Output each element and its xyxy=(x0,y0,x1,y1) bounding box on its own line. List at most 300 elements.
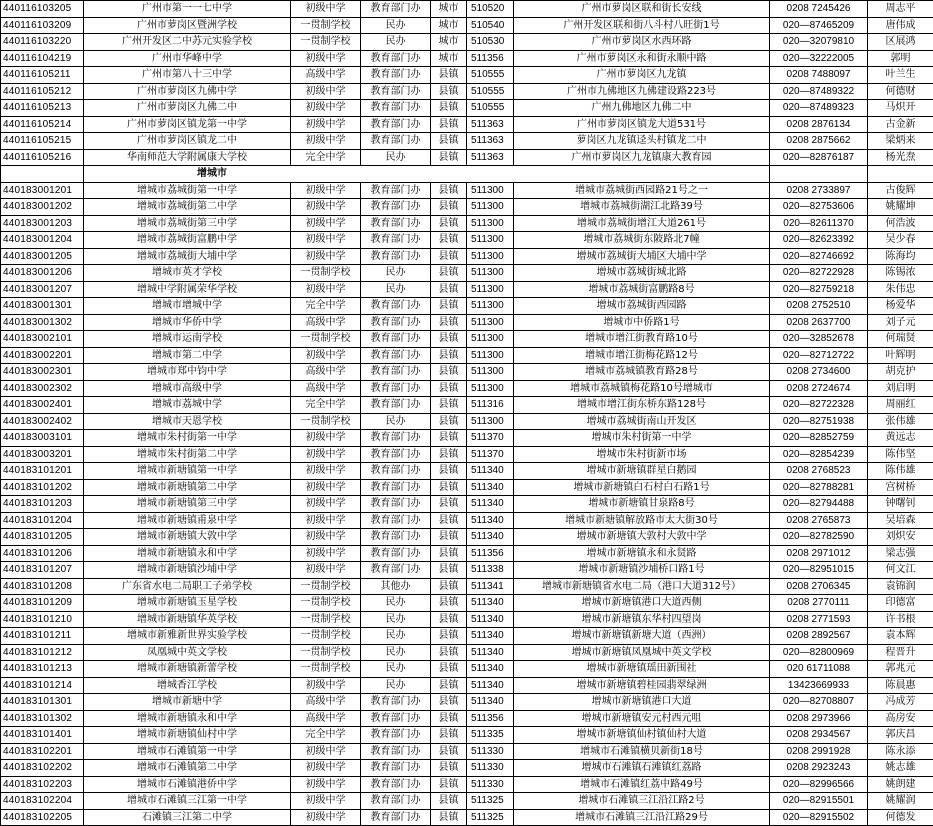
sponsor-cell: 教育部门办 xyxy=(361,100,431,117)
sponsor-cell: 民办 xyxy=(361,595,431,612)
school-code-cell: 440116105213 xyxy=(1,100,84,117)
address-cell: 增城市荔城街湖江北路39号 xyxy=(514,199,770,216)
school-name-cell: 增城市石滩镇第二中学 xyxy=(84,760,291,777)
area-cell: 县镇 xyxy=(431,743,467,760)
school-name-cell: 广州市萝岗区九佛二中 xyxy=(84,100,291,117)
phone-cell: 0208 2971012 xyxy=(770,545,868,562)
address-cell: 增城市新塘镇群星白鹅园 xyxy=(514,463,770,480)
phone-cell: 020—82800969 xyxy=(770,644,868,661)
sponsor-cell: 教育部门办 xyxy=(361,397,431,414)
table-row xyxy=(1,661,933,678)
postal-code-cell: 511300 xyxy=(467,281,514,298)
phone-cell: 0208 2765873 xyxy=(770,512,868,529)
table-row xyxy=(1,743,933,760)
phone-cell: 020—82794488 xyxy=(770,496,868,513)
contact-cell: 何德财 xyxy=(868,83,933,100)
school-name-cell: 广州市第八十三中学 xyxy=(84,67,291,84)
address-cell: 增城市荔城街富鹏路8号 xyxy=(514,281,770,298)
postal-code-cell: 511330 xyxy=(467,743,514,760)
address-cell: 增城市新塘镇安元村西元咀 xyxy=(514,710,770,727)
table-row xyxy=(1,793,933,810)
school-name-cell: 增城市新塘镇仙村中学 xyxy=(84,727,291,744)
postal-code-cell: 511330 xyxy=(467,760,514,777)
postal-code-cell: 511300 xyxy=(467,331,514,348)
school-type-cell: 一贯制学校 xyxy=(291,34,361,51)
area-cell: 县镇 xyxy=(431,793,467,810)
address-cell: 增城市石滩镇红荔中路49号 xyxy=(514,776,770,793)
school-type-cell: 初级中学 xyxy=(291,479,361,496)
address-cell: 增城市新塘镇港口大道 xyxy=(514,694,770,711)
postal-code-cell: 511300 xyxy=(467,182,514,199)
address-cell: 增城市新塘镇东华村四望岗 xyxy=(514,611,770,628)
table-row xyxy=(1,215,933,232)
postal-code-cell: 511363 xyxy=(467,133,514,150)
address-cell: 增城市新塘镇大敦村大敦中学 xyxy=(514,529,770,546)
school-name-cell: 增城香江学校 xyxy=(84,677,291,694)
area-cell: 县镇 xyxy=(431,545,467,562)
school-type-cell: 一贯制学校 xyxy=(291,661,361,678)
contact-cell: 钟曙钊 xyxy=(868,496,933,513)
school-code-cell: 440116103209 xyxy=(1,17,84,34)
address-cell: 增城市增江街梅花路12号 xyxy=(514,347,770,364)
sponsor-cell: 民办 xyxy=(361,34,431,51)
address-cell: 增城市荔城镇梅花路10号增城市 xyxy=(514,380,770,397)
postal-code-cell: 511335 xyxy=(467,727,514,744)
area-cell: 县镇 xyxy=(431,677,467,694)
postal-code-cell: 511300 xyxy=(467,215,514,232)
school-code-cell: 440183002201 xyxy=(1,347,84,364)
school-name-cell: 增城市第二中学 xyxy=(84,347,291,364)
address-cell: 增城市新塘镇永和永贤路 xyxy=(514,545,770,562)
school-name-cell: 增城市英才学校 xyxy=(84,265,291,282)
sponsor-cell: 教育部门办 xyxy=(361,364,431,381)
school-code-cell: 440183001206 xyxy=(1,265,84,282)
school-type-cell: 初级中学 xyxy=(291,232,361,249)
address-cell: 广州市萝岗区镇龙大道531号 xyxy=(514,116,770,133)
school-type-cell: 初级中学 xyxy=(291,430,361,447)
contact-cell: 陈伟坚 xyxy=(868,446,933,463)
area-cell: 县镇 xyxy=(431,248,467,265)
table-row xyxy=(1,1,933,18)
school-code-cell: 440116105212 xyxy=(1,83,84,100)
school-code-cell: 440116105211 xyxy=(1,67,84,84)
postal-code-cell: 510520 xyxy=(467,1,514,18)
phone-cell: 0208 2752510 xyxy=(770,298,868,315)
postal-code-cell: 511341 xyxy=(467,578,514,595)
sponsor-cell: 教育部门办 xyxy=(361,793,431,810)
school-code-cell: 440183101211 xyxy=(1,628,84,645)
school-code-cell: 440183001203 xyxy=(1,215,84,232)
school-name-cell: 增城中学附属荣华学校 xyxy=(84,281,291,298)
school-code-cell: 440183001301 xyxy=(1,298,84,315)
sponsor-cell: 教育部门办 xyxy=(361,496,431,513)
school-code-cell: 440116104219 xyxy=(1,50,84,67)
table-row xyxy=(1,380,933,397)
school-type-cell: 初级中学 xyxy=(291,215,361,232)
postal-code-cell: 511340 xyxy=(467,529,514,546)
sponsor-cell: 教育部门办 xyxy=(361,430,431,447)
address-cell: 增城市新塘镇港口大道西侧 xyxy=(514,595,770,612)
postal-code-cell: 511300 xyxy=(467,248,514,265)
table-row xyxy=(1,595,933,612)
school-type-cell: 一贯制学校 xyxy=(291,644,361,661)
school-name-cell: 增城市新塘镇第一中学 xyxy=(84,463,291,480)
contact-cell: 张伟雄 xyxy=(868,413,933,430)
school-type-cell: 初级中学 xyxy=(291,529,361,546)
sponsor-cell: 教育部门办 xyxy=(361,380,431,397)
contact-cell: 陈锡浓 xyxy=(868,265,933,282)
school-type-cell: 初级中学 xyxy=(291,545,361,562)
postal-code-cell: 511370 xyxy=(467,430,514,447)
school-type-cell: 一贯制学校 xyxy=(291,413,361,430)
address-cell: 增城市新塘镇白石村白石路1号 xyxy=(514,479,770,496)
contact-cell: 刘启明 xyxy=(868,380,933,397)
phone-cell: 020—82611370 xyxy=(770,215,868,232)
area-cell: 县镇 xyxy=(431,364,467,381)
area-cell: 县镇 xyxy=(431,809,467,826)
phone-cell: 0208 2923243 xyxy=(770,760,868,777)
address-cell: 增城市中侨路1号 xyxy=(514,314,770,331)
address-cell: 广州市萝岗区永和街永顺中路 xyxy=(514,50,770,67)
school-code-cell: 440183001207 xyxy=(1,281,84,298)
sponsor-cell: 教育部门办 xyxy=(361,298,431,315)
table-row xyxy=(1,413,933,430)
area-cell: 县镇 xyxy=(431,380,467,397)
postal-code-cell: 511363 xyxy=(467,116,514,133)
phone-cell: 020—32222005 xyxy=(770,50,868,67)
table-row xyxy=(1,446,933,463)
school-code-cell: 440183001205 xyxy=(1,248,84,265)
school-type-cell: 一贯制学校 xyxy=(291,265,361,282)
contact-cell: 姚耀坤 xyxy=(868,199,933,216)
sponsor-cell: 教育部门办 xyxy=(361,232,431,249)
sponsor-cell: 民办 xyxy=(361,17,431,34)
postal-code-cell: 511316 xyxy=(467,397,514,414)
postal-code-cell: 511300 xyxy=(467,298,514,315)
phone-cell: 0208 2770111 xyxy=(770,595,868,612)
contact-cell xyxy=(868,166,933,183)
postal-code-cell: 511300 xyxy=(467,265,514,282)
school-type-cell: 初级中学 xyxy=(291,562,361,579)
school-type-cell: 一贯制学校 xyxy=(291,595,361,612)
phone-cell: 020—82951015 xyxy=(770,562,868,579)
school-name-cell: 增城市新塘镇华英学校 xyxy=(84,611,291,628)
school-code-cell: 440183102202 xyxy=(1,760,84,777)
table-row xyxy=(1,314,933,331)
contact-cell: 何文江 xyxy=(868,562,933,579)
address-cell: 增城市新塘镇解放路市太大街30号 xyxy=(514,512,770,529)
postal-code-cell: 511340 xyxy=(467,628,514,645)
table-row xyxy=(1,694,933,711)
contact-cell: 叶辉明 xyxy=(868,347,933,364)
table-row xyxy=(1,512,933,529)
contact-cell: 郭兆元 xyxy=(868,661,933,678)
table-row xyxy=(1,182,933,199)
school-type-cell: 初级中学 xyxy=(291,446,361,463)
sponsor-cell: 教育部门办 xyxy=(361,248,431,265)
school-type-cell: 一贯制学校 xyxy=(291,578,361,595)
school-type-cell: 初级中学 xyxy=(291,133,361,150)
school-type-cell: 初级中学 xyxy=(291,50,361,67)
address-cell: 萝岗区九龙镇迳头村镇龙二中 xyxy=(514,133,770,150)
table-row xyxy=(1,364,933,381)
area-cell: 县镇 xyxy=(431,562,467,579)
school-type-cell: 完全中学 xyxy=(291,397,361,414)
school-name-cell: 广州开发区二中苏元实验学校 xyxy=(84,34,291,51)
table-row xyxy=(1,760,933,777)
phone-cell: 020—82852759 xyxy=(770,430,868,447)
phone-cell: 020—82722328 xyxy=(770,397,868,414)
contact-cell: 陈晨惠 xyxy=(868,677,933,694)
address-cell: 增城市石滩镇三江沿江路29号 xyxy=(514,809,770,826)
sponsor-cell: 教育部门办 xyxy=(361,694,431,711)
table-row xyxy=(1,232,933,249)
phone-cell: 020—82712722 xyxy=(770,347,868,364)
address-cell: 增城市增江街教育路10号 xyxy=(514,331,770,348)
contact-cell: 刘子元 xyxy=(868,314,933,331)
area-cell: 城市 xyxy=(431,17,467,34)
sponsor-cell: 教育部门办 xyxy=(361,314,431,331)
table-row xyxy=(1,611,933,628)
table-row xyxy=(1,677,933,694)
sponsor-cell: 教育部门办 xyxy=(361,545,431,562)
area-cell: 县镇 xyxy=(431,199,467,216)
school-code-cell: 440183101208 xyxy=(1,578,84,595)
area-cell: 县镇 xyxy=(431,760,467,777)
area-cell: 县镇 xyxy=(431,232,467,249)
school-name-cell: 华南师范大学附属康大学校 xyxy=(84,149,291,166)
school-name-cell: 增城市荔城街第三中学 xyxy=(84,215,291,232)
postal-code-cell: 511363 xyxy=(467,149,514,166)
school-code-cell: 440116103220 xyxy=(1,34,84,51)
area-cell: 县镇 xyxy=(431,397,467,414)
area-cell: 县镇 xyxy=(431,496,467,513)
phone-cell: 020—82915502 xyxy=(770,809,868,826)
address-cell: 增城市石滩镇三江沿江路2号 xyxy=(514,793,770,810)
table-row xyxy=(1,809,933,826)
phone-cell: 020—82623392 xyxy=(770,232,868,249)
phone-cell: 0208 2876134 xyxy=(770,116,868,133)
school-type-cell: 初级中学 xyxy=(291,463,361,480)
area-cell: 城市 xyxy=(431,34,467,51)
postal-code-cell: 511300 xyxy=(467,199,514,216)
table-row xyxy=(1,562,933,579)
address-cell: 增城市荔城街西园路 xyxy=(514,298,770,315)
table-row xyxy=(1,50,933,67)
sponsor-cell: 教育部门办 xyxy=(361,809,431,826)
school-code-cell: 440183102201 xyxy=(1,743,84,760)
contact-cell: 姚志雄 xyxy=(868,760,933,777)
phone-cell: 020—82854239 xyxy=(770,446,868,463)
address-cell: 增城市石滩镇石滩镇红荔路 xyxy=(514,760,770,777)
address-cell: 增城市荔城街城北路 xyxy=(514,265,770,282)
sponsor-cell: 民办 xyxy=(361,677,431,694)
school-code-cell: 440183101210 xyxy=(1,611,84,628)
contact-cell: 周志平 xyxy=(868,1,933,18)
school-type-cell: 完全中学 xyxy=(291,298,361,315)
contact-cell: 黄远志 xyxy=(868,430,933,447)
phone-cell: 020—82708807 xyxy=(770,694,868,711)
contact-cell: 周丽红 xyxy=(868,397,933,414)
address-cell: 增城市新塘镇凤凰城中英文学校 xyxy=(514,644,770,661)
area-cell: 县镇 xyxy=(431,83,467,100)
school-type-cell: 初级中学 xyxy=(291,743,361,760)
area-cell: 县镇 xyxy=(431,281,467,298)
area-cell: 县镇 xyxy=(431,694,467,711)
contact-cell: 冯成芳 xyxy=(868,694,933,711)
area-cell: 县镇 xyxy=(431,776,467,793)
sponsor-cell: 教育部门办 xyxy=(361,347,431,364)
school-code-cell: 440183101201 xyxy=(1,463,84,480)
school-name-cell: 增城市增城中学 xyxy=(84,298,291,315)
phone-cell: 020—32079810 xyxy=(770,34,868,51)
postal-code-cell: 510530 xyxy=(467,34,514,51)
school-type-cell: 初级中学 xyxy=(291,83,361,100)
school-name-cell: 增城市石滩镇三江第一中学 xyxy=(84,793,291,810)
area-cell: 县镇 xyxy=(431,265,467,282)
postal-code-cell: 511338 xyxy=(467,562,514,579)
sponsor-cell: 教育部门办 xyxy=(361,83,431,100)
postal-code-cell: 511340 xyxy=(467,644,514,661)
table-row xyxy=(1,281,933,298)
postal-code-cell: 511340 xyxy=(467,611,514,628)
address-cell: 增城市荔城街西园路21号之一 xyxy=(514,182,770,199)
school-code-cell: 440183101301 xyxy=(1,694,84,711)
postal-code-cell: 510540 xyxy=(467,17,514,34)
school-name-cell: 增城市新塘镇甫泉中学 xyxy=(84,512,291,529)
school-name-cell: 增城市天恩学校 xyxy=(84,413,291,430)
phone-cell: 0208 2973966 xyxy=(770,710,868,727)
contact-cell: 唐伟成 xyxy=(868,17,933,34)
sponsor-cell: 教育部门办 xyxy=(361,67,431,84)
postal-code-cell: 510555 xyxy=(467,67,514,84)
table-row xyxy=(1,248,933,265)
school-type-cell: 初级中学 xyxy=(291,512,361,529)
phone-cell: 020—82753606 xyxy=(770,199,868,216)
sponsor-cell: 民办 xyxy=(361,413,431,430)
area-cell: 县镇 xyxy=(431,611,467,628)
school-code-cell: 440183002302 xyxy=(1,380,84,397)
postal-code-cell: 511340 xyxy=(467,694,514,711)
contact-cell: 袁本辉 xyxy=(868,628,933,645)
school-code-cell: 440116103205 xyxy=(1,1,84,18)
sponsor-cell: 教育部门办 xyxy=(361,182,431,199)
sponsor-cell: 教育部门办 xyxy=(361,446,431,463)
phone-cell: 0208 2991928 xyxy=(770,743,868,760)
phone-cell: 020—82782590 xyxy=(770,529,868,546)
address-cell: 增城市朱村街第一中学 xyxy=(514,430,770,447)
area-cell: 县镇 xyxy=(431,578,467,595)
table-row xyxy=(1,496,933,513)
table-row xyxy=(1,100,933,117)
school-type-cell: 初级中学 xyxy=(291,281,361,298)
school-name-cell: 增城市新塘镇玉星学校 xyxy=(84,595,291,612)
sponsor-cell: 民办 xyxy=(361,661,431,678)
area-cell: 县镇 xyxy=(431,67,467,84)
school-type-cell: 初级中学 xyxy=(291,199,361,216)
postal-code-cell: 511340 xyxy=(467,595,514,612)
school-name-cell: 增城市新塘镇新蕾学校 xyxy=(84,661,291,678)
contact-cell: 马炽开 xyxy=(868,100,933,117)
address-cell: 增城市新塘镇仙村镇仙村大道 xyxy=(514,727,770,744)
address-cell: 增城市新塘镇瑶田新围社 xyxy=(514,661,770,678)
school-code-cell xyxy=(1,166,84,183)
school-name-cell: 增城市朱村街第一中学 xyxy=(84,430,291,447)
school-code-cell: 440183102203 xyxy=(1,776,84,793)
school-code-cell: 440183002301 xyxy=(1,364,84,381)
table-row xyxy=(1,578,933,595)
area-cell: 县镇 xyxy=(431,182,467,199)
contact-cell: 何浩波 xyxy=(868,215,933,232)
address-cell: 增城市新塘镇省水电二局（港口大道312号） xyxy=(514,578,770,595)
sponsor-cell: 民办 xyxy=(361,628,431,645)
address-cell: 广州市萝岗区九龙镇康大教育园 xyxy=(514,149,770,166)
school-code-cell: 440183101207 xyxy=(1,562,84,579)
area-cell: 县镇 xyxy=(431,727,467,744)
address-cell: 增城市荔城街增江大道261号 xyxy=(514,215,770,232)
school-code-cell: 440183001201 xyxy=(1,182,84,199)
school-code-cell: 440183002401 xyxy=(1,397,84,414)
contact-cell: 陈伟雄 xyxy=(868,463,933,480)
school-code-cell: 440183001204 xyxy=(1,232,84,249)
table-row xyxy=(1,529,933,546)
area-cell: 县镇 xyxy=(431,133,467,150)
table-row xyxy=(1,116,933,133)
contact-cell: 许书根 xyxy=(868,611,933,628)
sponsor-cell: 教育部门办 xyxy=(361,710,431,727)
table-row xyxy=(1,644,933,661)
contact-cell: 胡克护 xyxy=(868,364,933,381)
school-name-cell: 广州市第一一七中学 xyxy=(84,1,291,18)
school-name-cell: 增城市荔城街第一中学 xyxy=(84,182,291,199)
table-row xyxy=(1,199,933,216)
area-cell: 县镇 xyxy=(431,710,467,727)
school-type-cell: 初级中学 xyxy=(291,496,361,513)
school-code-cell: 440183001302 xyxy=(1,314,84,331)
area-cell: 城市 xyxy=(431,50,467,67)
table-row xyxy=(1,149,933,166)
phone-cell: 020—87489322 xyxy=(770,83,868,100)
section-header-row xyxy=(1,166,933,183)
sponsor-cell: 民办 xyxy=(361,611,431,628)
contact-cell: 区展鸿 xyxy=(868,34,933,51)
school-type-cell: 初级中学 xyxy=(291,793,361,810)
table-row xyxy=(1,710,933,727)
school-type-cell: 一贯制学校 xyxy=(291,628,361,645)
postal-code-cell: 511370 xyxy=(467,446,514,463)
contact-cell: 姚耀润 xyxy=(868,793,933,810)
table-row xyxy=(1,776,933,793)
school-name-cell: 增城市运南学校 xyxy=(84,331,291,348)
table-row xyxy=(1,479,933,496)
postal-code-cell: 511300 xyxy=(467,314,514,331)
school-code-cell: 440183102205 xyxy=(1,809,84,826)
area-cell: 县镇 xyxy=(431,463,467,480)
table-row xyxy=(1,347,933,364)
postal-code-cell: 510555 xyxy=(467,83,514,100)
postal-code-cell: 511300 xyxy=(467,380,514,397)
phone-cell: 0208 2724674 xyxy=(770,380,868,397)
phone-cell: 0208 2733897 xyxy=(770,182,868,199)
sponsor-cell: 其他办 xyxy=(361,578,431,595)
school-code-cell: 440116105214 xyxy=(1,116,84,133)
postal-code-cell: 511340 xyxy=(467,512,514,529)
address-cell: 广州开发区联和街八斗村八旺街1号 xyxy=(514,17,770,34)
school-name-cell: 广东省水电二局职工子弟学校 xyxy=(84,578,291,595)
school-code-cell: 440183102204 xyxy=(1,793,84,810)
school-name-cell: 增城市新塘镇永和中学 xyxy=(84,710,291,727)
phone-cell: 020—82788281 xyxy=(770,479,868,496)
